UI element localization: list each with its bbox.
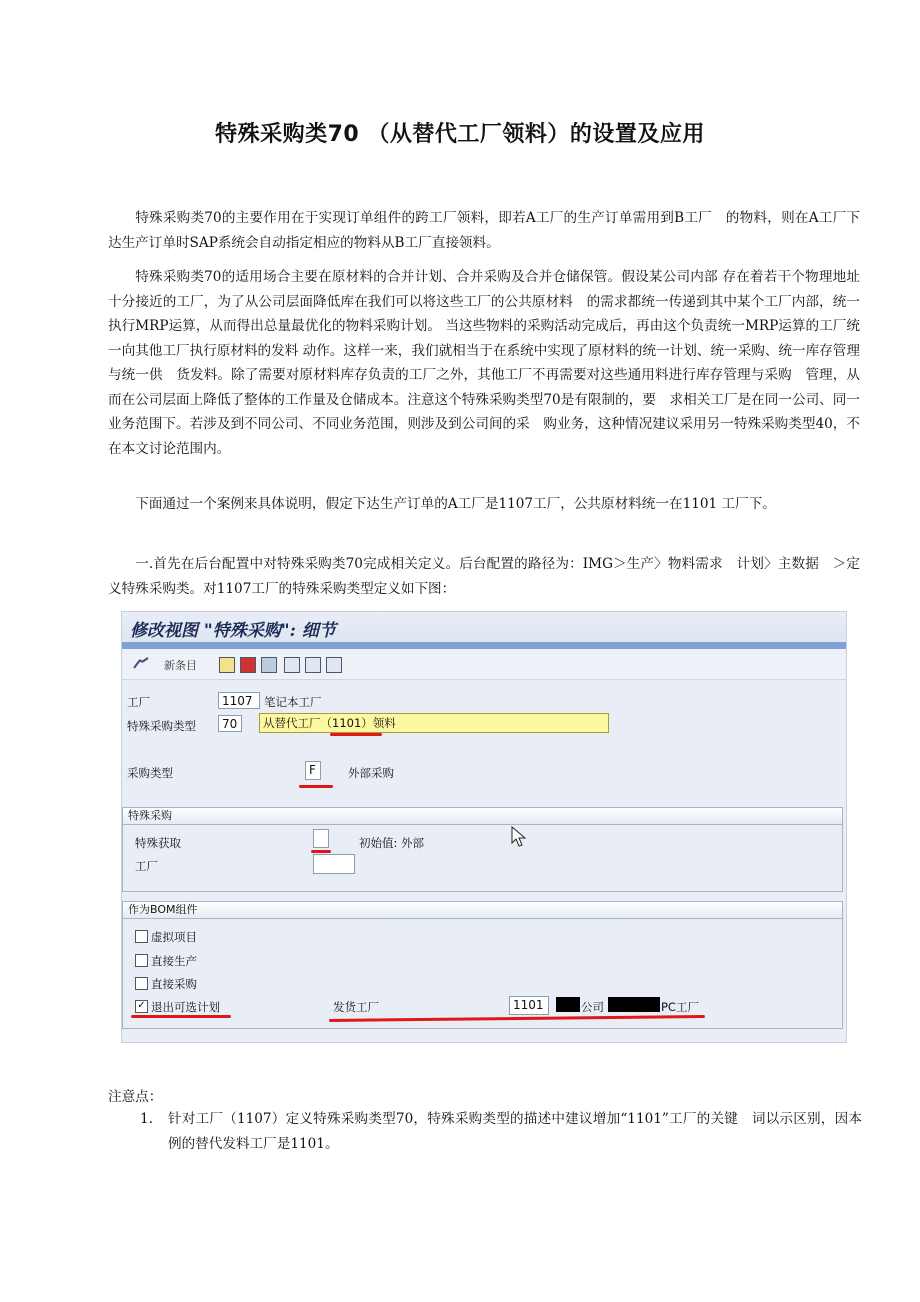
special-procurement-group-header: 特殊采购 [123,808,842,825]
procurement-type-description: 外部采购 [348,766,394,780]
direct-procurement-label: 直接采购 [151,977,197,991]
special-procurement-type-field[interactable]: 70 [218,715,242,732]
withdraw-alt-plant-label: 退出可选计划 [151,1000,220,1014]
plant-label: 工厂 [127,695,150,709]
special-procurement-type-description-field[interactable]: 从替代工厂（1101）领料 [259,713,609,733]
document-title: 特殊采购类70 （从替代工厂领料）的设置及应用 [215,122,705,147]
direct-procurement-checkbox[interactable] [135,977,148,990]
paragraph-1: 特殊采购类70的主要作用在于实现订单组件的跨工厂领料，即若A工厂的生产订单需用到B工厂 的物料，则在A工厂下达生产订单时SAP系统会自动指定相应的物料从B工厂直接领料。 [108,210,860,251]
special-plant-field[interactable] [313,854,355,874]
bom-component-group-header: 作为BOM组件 [123,902,842,919]
red-underline-1101 [330,733,382,736]
plant-field[interactable]: 1107 [218,692,260,709]
sap-window-title: 修改视图 "特殊采购": 细节 [130,621,336,641]
issuing-plant-label: 发货工厂 [333,1000,379,1014]
notes-label: 注意点： [108,1089,163,1105]
undo-icon[interactable] [261,657,277,673]
note-number-1: 1. [140,1111,153,1127]
paragraph-3: 下面通过一个案例来具体说明，假定下达生产订单的A工厂是1107工厂，公共原材料统一在1101 工厂下。 [135,496,776,512]
select-block-icon[interactable] [305,657,321,673]
special-procurement-field[interactable] [313,829,329,848]
glasses-icon[interactable] [132,656,150,672]
select-all-icon[interactable] [284,657,300,673]
special-plant-label: 工厂 [135,859,158,873]
special-procurement-label: 特殊获取 [135,836,181,850]
mouse-cursor-icon [511,826,527,848]
sap-title-bar [122,612,846,642]
phantom-item-checkbox[interactable] [135,930,148,943]
special-procurement-group [122,807,843,892]
paragraph-4: 一.首先在后台配置中对特殊采购类70完成相关定义。后台配置的路径为：IMG＞生产〉物料需求 计划〉主数据 ＞定义特殊采购类。对1107工厂的特殊采购类型定义如下图： [108,556,860,597]
procurement-type-field[interactable]: F [305,761,321,780]
redaction-block-2 [608,997,660,1012]
issuing-plant-suffix: PC工厂 [661,1000,699,1014]
red-underline-issuing-plant [329,1015,705,1022]
paragraph-2: 特殊采购类70的适用场合主要在原材料的合并计划、合并采购及合并仓储保管。假设某公司内部 存在着若干个物理地址十分接近的工厂，为了从公司层面降低库在我们可以将这些工厂的公共原材料 的需求都统一传递到其中某个工厂内部，统一执行MRP运算，从而得出总量最优化的物料采购计划。 当这些物料的采购活动完成后，再由这个负责统一MRP运算的工厂统一向其他工厂执行原材料的发料 动作。这样一来，我们就相当于在系统中实现了原材料的统一计划、统一采购、统一库存管理与统一供 货发料。除了需要对原材料库存负责的工厂之外，其他工厂不再需要对这些通用料进行库存管理与采购 管理，从而在公司层面上降低了整体的工作量及仓储成本。注意这个特殊采购类型70是有限制的，要 求相关工厂是在同一公司、同一业务范围下。若涉及到不同公司、不同业务范围，则涉及到公司间的采 购业务，这种情况建议采用另一特殊采购类型40，不在本文讨论范围内。 [108,269,860,457]
red-underline-f [299,785,333,788]
new-entries-button[interactable]: 新条目 [164,659,197,672]
deselect-all-icon[interactable] [326,657,342,673]
issuing-company-text: 公司 [581,1000,604,1014]
sap-blue-bar [122,642,846,649]
copy-icon[interactable] [219,657,235,673]
phantom-item-label: 虚拟项目 [151,930,197,944]
delete-icon[interactable] [240,657,256,673]
bom-component-group [122,901,843,1029]
sap-toolbar [122,649,846,680]
direct-production-label: 直接生产 [151,954,197,968]
note-text-1: 针对工厂（1107）定义特殊采购类型70，特殊采购类型的描述中建议增加“1101”工厂的关键 词以示区别，因本例的替代发料工厂是1101。 [168,1111,862,1152]
redaction-block-1 [556,997,580,1012]
withdraw-alt-plant-checkbox[interactable]: ✓ [135,1000,148,1013]
plant-description: 笔记本工厂 [264,695,322,709]
procurement-type-label: 采购类型 [127,766,173,780]
issuing-plant-field[interactable]: 1101 [509,996,549,1015]
direct-production-checkbox[interactable] [135,954,148,967]
sap-screenshot [121,611,847,1043]
initial-value-text: 初始值: 外部 [359,836,425,850]
red-underline-withdraw [131,1015,231,1018]
note-item-1 [140,1107,862,1156]
special-procurement-type-label: 特殊采购类型 [127,719,196,733]
red-underline-special [311,850,331,853]
